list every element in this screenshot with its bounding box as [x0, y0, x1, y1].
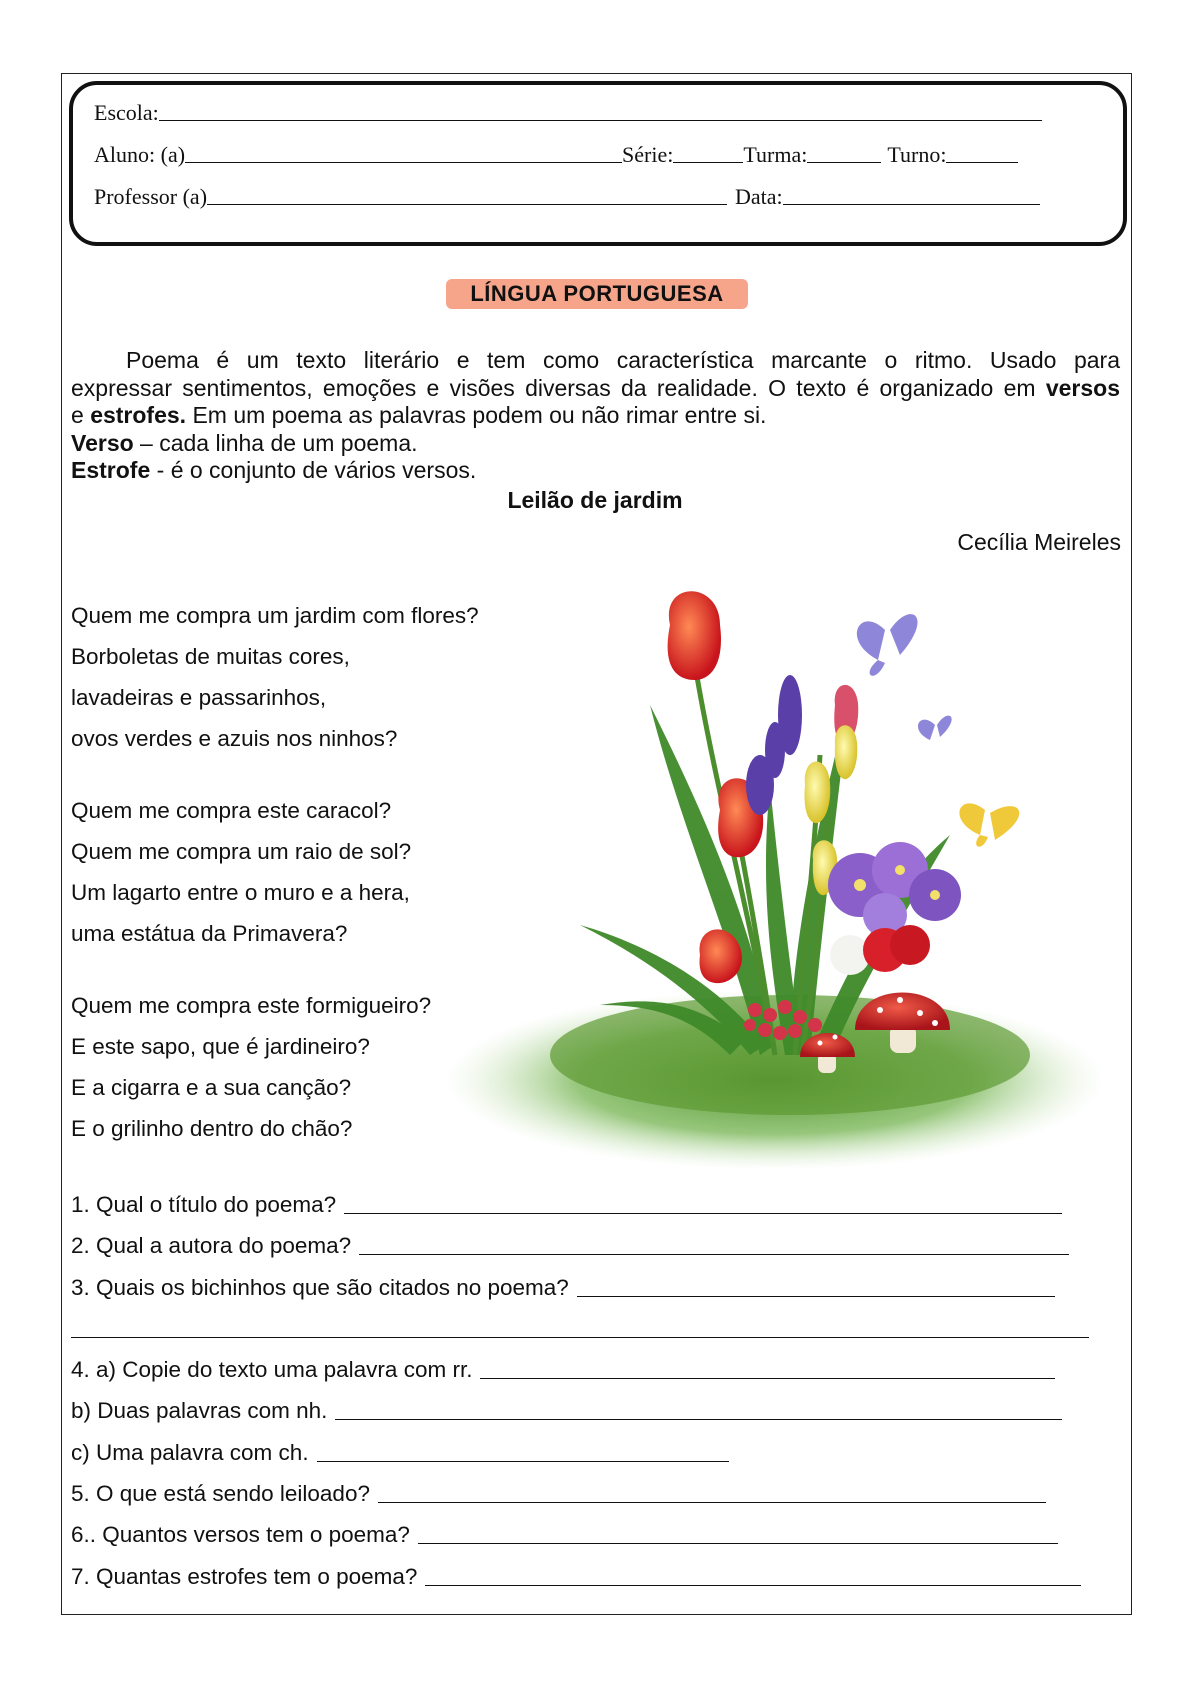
school-label: Escola:: [94, 100, 159, 125]
intro-line-3: e estrofes. Em um poema as palavras podem ou não rimar entre si.: [71, 402, 767, 428]
lavender: [746, 675, 802, 815]
teacher-line: [94, 184, 1040, 210]
verse-line: ovos verdes e azuis nos ninhos?: [71, 726, 398, 751]
teacher-label: Professor (a): [94, 184, 208, 209]
grade-field[interactable]: [673, 161, 743, 163]
verse-line: E este sapo, que é jardineiro?: [71, 1034, 370, 1059]
red-tulip: [668, 591, 721, 680]
verse-line: Um lagarto entre o muro e a hera,: [71, 880, 410, 905]
verse-definition: Verso – cada linha de um poema.: [71, 429, 418, 456]
teacher-field[interactable]: [207, 203, 727, 205]
question-6: 6.. Quantos versos tem o poema?: [71, 1522, 1058, 1548]
shift-label: Turno:: [887, 142, 947, 167]
student-line: [94, 142, 1018, 168]
answer-field[interactable]: [418, 1542, 1058, 1544]
class-field[interactable]: [807, 161, 881, 163]
answer-field[interactable]: [577, 1295, 1055, 1297]
purple-flowers: [828, 842, 961, 937]
verse-line: lavadeiras e passarinhos,: [71, 685, 327, 710]
date-label: Data:: [735, 184, 783, 209]
date-field[interactable]: [783, 203, 1040, 205]
answer-field[interactable]: [480, 1377, 1055, 1379]
butterfly-icon: [959, 803, 1019, 846]
question-5: 5. O que está sendo leiloado?: [71, 1481, 1046, 1507]
butterfly-icon: [857, 614, 918, 676]
answer-field[interactable]: [359, 1253, 1069, 1255]
intro-text: [71, 347, 1120, 485]
flower-garden-illustration: [430, 585, 1110, 1195]
question-4c: c) Uma palavra com ch.: [71, 1440, 729, 1466]
class-label: Turma:: [743, 142, 808, 167]
answer-field[interactable]: [378, 1501, 1046, 1503]
question-1: 1. Qual o título do poema?: [71, 1192, 1062, 1218]
verse-line: Quem me compra este caracol?: [71, 798, 392, 823]
student-label: Aluno: (a): [94, 142, 186, 167]
intro-line-1: Poema é um texto literário e tem como característica marcante o ritmo. Usado para: [126, 347, 1120, 373]
school-line: [94, 100, 1042, 126]
poem-author: Cecília Meireles: [957, 529, 1121, 555]
answer-field[interactable]: [344, 1212, 1062, 1214]
shift-field[interactable]: [946, 161, 1018, 163]
stanza-definition: Estrofe - é o conjunto de vários versos.: [71, 457, 477, 483]
yellow-tulip: [835, 725, 857, 779]
student-field[interactable]: [185, 161, 622, 163]
verse-line: uma estátua da Primavera?: [71, 921, 348, 946]
question-4a: 4. a) Copie do texto uma palavra com rr.: [71, 1357, 1055, 1383]
verse-line: E a cigarra e a sua canção?: [71, 1075, 352, 1100]
question-4b: b) Duas palavras com nh.: [71, 1398, 1062, 1424]
answer-field[interactable]: [425, 1584, 1081, 1586]
answer-field[interactable]: [317, 1460, 729, 1462]
verse-line: Quem me compra um raio de sol?: [71, 839, 412, 864]
verse-line: Quem me compra este formigueiro?: [71, 993, 432, 1018]
grade-label: Série:: [622, 142, 674, 167]
poem-title: Leilão de jardim: [507, 487, 683, 513]
subject-badge: LÍNGUA PORTUGUESA: [446, 279, 748, 309]
answer-line[interactable]: [71, 1337, 1089, 1338]
verse-line: Borboletas de muitas cores,: [71, 644, 350, 669]
verse-line: Quem me compra um jardim com flores?: [71, 603, 479, 628]
answer-field[interactable]: [335, 1418, 1062, 1420]
school-field[interactable]: [159, 119, 1042, 121]
question-2: 2. Qual a autora do poema?: [71, 1233, 1069, 1259]
butterfly-icon: [918, 716, 952, 740]
intro-line-2: expressar sentimentos, emoções e visões diversas da realidade. O texto é organizado em versos: [71, 374, 1120, 401]
question-7: 7. Quantas estrofes tem o poema?: [71, 1564, 1081, 1590]
verse-line: E o grilinho dentro do chão?: [71, 1116, 353, 1141]
question-3: 3. Quais os bichinhos que são citados no poema?: [71, 1275, 1055, 1301]
